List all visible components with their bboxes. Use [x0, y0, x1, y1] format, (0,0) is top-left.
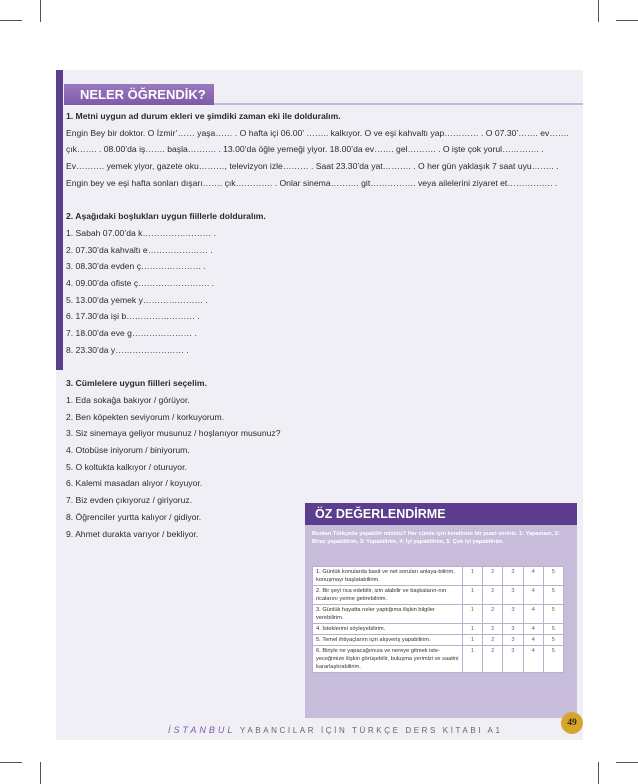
- crop-mark: [40, 762, 41, 784]
- section2-item: 4. 09.00’da ofiste ç……………………. .: [66, 278, 215, 289]
- section3-item: 2. Ben köpekten seviyorum / korkuyorum.: [66, 411, 225, 422]
- table-row: [313, 605, 564, 624]
- crop-mark: [0, 762, 22, 763]
- self-assessment-table: [312, 566, 564, 673]
- score-4[interactable]: 4: [523, 646, 543, 673]
- table-row: [313, 567, 564, 586]
- statement-cell: 6. Biriyle ne yapacağımıza ve nereye gitmek iste-yeceğimize ilişkin görüşebilir, buluşma yerimizi ve saatini kararlaştırabilirim.: [313, 646, 463, 673]
- score-3[interactable]: 3: [503, 567, 523, 586]
- statement-cell: 2. Bir şeyi rica edebilir, izin alabilir ve başkaların-nın ricalarını yerine getirebilirim.: [313, 586, 463, 605]
- footer-brand: İSTANBUL: [168, 725, 236, 735]
- section3-heading: 3. Cümlelere uygun fiilleri seçelim.: [66, 378, 207, 389]
- score-5[interactable]: 5: [543, 635, 563, 646]
- score-2[interactable]: 2: [483, 567, 503, 586]
- spacer: [66, 359, 576, 376]
- page-number: 49: [561, 712, 583, 734]
- exercise-content: [66, 108, 576, 542]
- table-row: [313, 586, 564, 605]
- section1-line: çık……. . 08.00’da iş……. başla………. . 13.00’da öğle yemeği yiyor. 18.00’da ev……. gel………. . O işte çok yorul…………. .: [66, 144, 544, 155]
- score-1[interactable]: 1: [462, 646, 482, 673]
- footer-subtitle: YABANCILAR İÇİN TÜRKÇE DERS KİTABI A1: [240, 726, 503, 735]
- score-4[interactable]: 4: [523, 605, 543, 624]
- score-4[interactable]: 4: [523, 586, 543, 605]
- statement-cell: 3. Günlük hayatta neler yaptığıma ilişkin bilgiler verebilirim.: [313, 605, 463, 624]
- section2-item: 7. 18.00’da eve g………………… .: [66, 328, 197, 339]
- score-4[interactable]: 4: [523, 624, 543, 635]
- table-row: [313, 624, 564, 635]
- score-2[interactable]: 2: [483, 624, 503, 635]
- score-1[interactable]: 1: [462, 624, 482, 635]
- section3-item: 4. Otobüse iniyorum / biniyorum.: [66, 445, 190, 456]
- table-row: [313, 646, 564, 673]
- section2-heading: 2. Aşağıdaki boşlukları uygun fiillerle dolduralım.: [66, 211, 266, 222]
- section1-line: Ev………. yemek yiyor, gazete oku………, televizyon izle……… . Saat 23.30’da yat………. . O her gün yaklaşık 7 saat uyu…….. .: [66, 161, 559, 172]
- score-5[interactable]: 5: [543, 646, 563, 673]
- score-3[interactable]: 3: [503, 624, 523, 635]
- score-2[interactable]: 2: [483, 635, 503, 646]
- section3-item: 3. Siz sinemaya geliyor musunuz / hoşlanıyor musunuz?: [66, 428, 281, 439]
- score-1[interactable]: 1: [462, 586, 482, 605]
- score-3[interactable]: 3: [503, 646, 523, 673]
- score-1[interactable]: 1: [462, 567, 482, 586]
- score-4[interactable]: 4: [523, 635, 543, 646]
- crop-mark: [598, 762, 599, 784]
- section2-item: 8. 23.30’da y…………………… .: [66, 344, 189, 355]
- section3-item: 9. Ahmet durakta varıyor / bekliyor.: [66, 528, 199, 539]
- section3-item: 6. Kalemi masadan alıyor / koyuyor.: [66, 478, 203, 489]
- score-2[interactable]: 2: [483, 646, 503, 673]
- section1-heading: 1. Metni uygun ad durum ekleri ve şimdiki zaman eki ile dolduralım.: [66, 111, 341, 121]
- table-row: [313, 635, 564, 646]
- section2-item: 1. Sabah 07.00’da k…………………… .: [66, 227, 216, 238]
- crop-mark: [40, 0, 41, 22]
- self-assessment-intro: Bunları Türkçede yapabilir misiniz? Her cümle için kendinize bir puan veriniz. 1: Yapamam, 2: Biraz yapabilirim, 3: Yapabilirim, 4: İyi yapabilirim, 5: Çok iyi yapabilirim.: [312, 531, 560, 546]
- score-1[interactable]: 1: [462, 635, 482, 646]
- score-2[interactable]: 2: [483, 605, 503, 624]
- crop-mark: [616, 20, 638, 21]
- crop-mark: [0, 20, 22, 21]
- page-title: NELER ÖĞRENDİK?: [64, 84, 214, 105]
- section2-item: 2. 07.30’da kahvaltı e………………… .: [66, 244, 213, 255]
- score-3[interactable]: 3: [503, 586, 523, 605]
- accent-bar: [56, 70, 63, 370]
- score-1[interactable]: 1: [462, 605, 482, 624]
- score-4[interactable]: 4: [523, 567, 543, 586]
- section2-item: 6. 17.30’da işi b…………………… .: [66, 311, 200, 322]
- section3-item: 8. Öğrenciler yurtta kalıyor / gidiyor.: [66, 511, 202, 522]
- section1-line: Engin Bey bir doktor. O İzmir’…… yaşa…… . O hafta içi 06.00’ …….. kalkıyor. O ve eşi kahvaltı yap………… . O 07.30’……. ev…….: [66, 127, 569, 138]
- footer: [168, 725, 503, 735]
- score-5[interactable]: 5: [543, 567, 563, 586]
- score-5[interactable]: 5: [543, 624, 563, 635]
- section1-line: Engin bey ve eşi hafta sonları dışarı……. çık…………. . Onlar sinema………. git……………. veya ailelerini ziyaret et……………. .: [66, 177, 558, 188]
- section3-item: 7. Biz evden çıkıyoruz / giriyoruz.: [66, 495, 193, 506]
- score-3[interactable]: 3: [503, 605, 523, 624]
- self-assessment-title: ÖZ DEĞERLENDİRME: [305, 503, 577, 525]
- section3-item: 5. O koltukta kalkıyor / oturuyor.: [66, 461, 187, 472]
- statement-cell: 4. İsteklerimi söyleyebilirim.: [313, 624, 463, 635]
- section2-item: 5. 13.00’da yemek y………………… .: [66, 294, 208, 305]
- score-2[interactable]: 2: [483, 586, 503, 605]
- statement-cell: 5. Temel ihtiyaçlarım için alışveriş yapabilirim.: [313, 635, 463, 646]
- section2-item: 3. 08.30’da evden ç………………… .: [66, 261, 206, 272]
- score-5[interactable]: 5: [543, 605, 563, 624]
- score-3[interactable]: 3: [503, 635, 523, 646]
- section3-item: 1. Eda sokağa bakıyor / görüyor.: [66, 394, 190, 405]
- statement-cell: 1. Günlük konularda basit ve net soruları anlaya-bilirim, konuşmayı başlatabilirim.: [313, 567, 463, 586]
- crop-mark: [598, 0, 599, 22]
- score-5[interactable]: 5: [543, 586, 563, 605]
- crop-mark: [616, 762, 638, 763]
- spacer: [66, 192, 576, 209]
- title-underline: [214, 103, 583, 105]
